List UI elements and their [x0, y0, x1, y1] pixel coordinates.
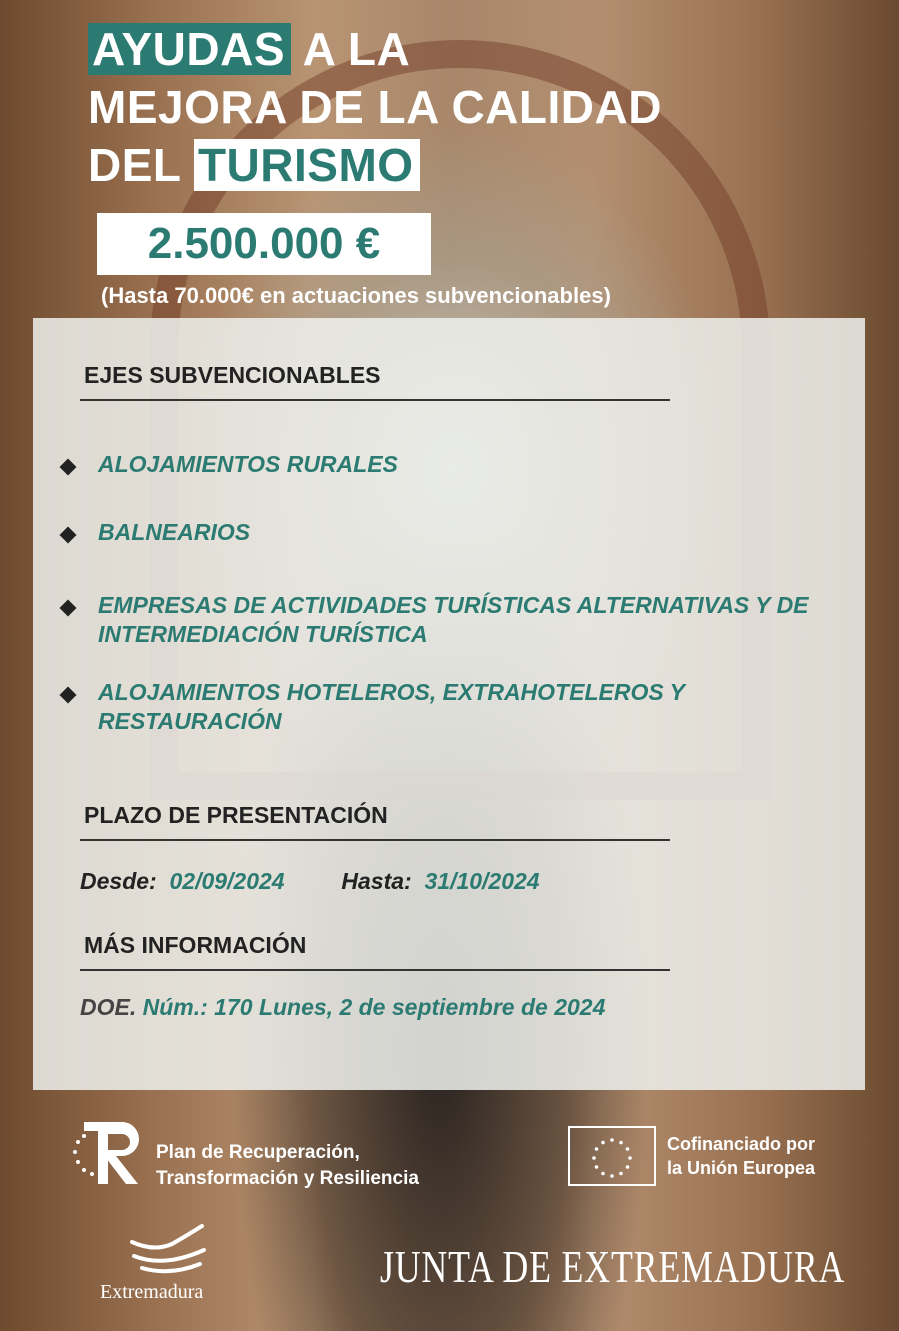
plan-recuperacion-text: [156, 1140, 419, 1192]
list-item-label: EMPRESAS DE ACTIVIDADES TURÍSTICAS ALTERNATIVAS Y DE INTERMEDIACIÓN TURÍSTICA: [98, 592, 809, 647]
doe-reference: [80, 994, 605, 1021]
title-line-1: [88, 20, 662, 78]
extremadura-logo-text: Extremadura: [100, 1281, 204, 1303]
info-divider: [80, 969, 670, 971]
doe-label: DOE.: [80, 994, 137, 1020]
eu-line-2: la Unión Europea: [667, 1158, 816, 1178]
title-line-3-start: DEL: [88, 139, 181, 191]
amount-note: (Hasta 70.000€ en actuaciones subvencionables): [101, 283, 611, 308]
title-line-1-rest: A LA: [302, 23, 411, 75]
plan-line-2: Transformación y Resiliencia: [156, 1168, 419, 1189]
title-line-3: [88, 136, 662, 194]
ejes-divider: [80, 399, 670, 401]
plazo-heading: PLAZO DE PRESENTACIÓN: [84, 802, 388, 828]
title-highlight-ayudas: AYUDAS: [88, 23, 291, 75]
amount-badge: 2.500.000 €: [97, 213, 431, 275]
hasta-value: 31/10/2024: [424, 868, 540, 894]
page-title: [88, 20, 662, 194]
doe-value: Núm.: 170 Lunes, 2 de septiembre de 2024: [142, 994, 606, 1020]
title-highlight-turismo: TURISMO: [194, 139, 420, 191]
eu-cofinanciado-text: [667, 1132, 815, 1180]
extremadura-bird-icon: [120, 1220, 220, 1280]
desde-value: 02/09/2024: [169, 868, 285, 894]
eu-flag-icon: [568, 1126, 656, 1186]
list-item-label: ALOJAMIENTOS HOTELEROS, EXTRAHOTELEROS Y RESTAURACIÓN: [98, 679, 685, 734]
dates-row: [80, 868, 540, 895]
ejes-heading: EJES SUBVENCIONABLES: [84, 362, 381, 388]
list-item-label: BALNEARIOS: [98, 519, 251, 545]
plan-line-1: Plan de Recuperación,: [156, 1142, 360, 1163]
eu-stars: [570, 1128, 654, 1184]
list-item-label: ALOJAMIENTOS RURALES: [98, 451, 398, 477]
tr-logo-icon: [70, 1118, 150, 1188]
info-heading: MÁS INFORMACIÓN: [84, 932, 307, 958]
desde-label: Desde:: [80, 868, 157, 894]
junta-logo-text: JUNTA DE EXTREMADURA: [380, 1241, 846, 1292]
plazo-divider: [80, 839, 670, 841]
hasta-label: Hasta:: [341, 868, 412, 894]
eu-line-1: Cofinanciado por: [667, 1134, 815, 1154]
title-line-2: MEJORA DE LA CALIDAD: [88, 81, 662, 133]
